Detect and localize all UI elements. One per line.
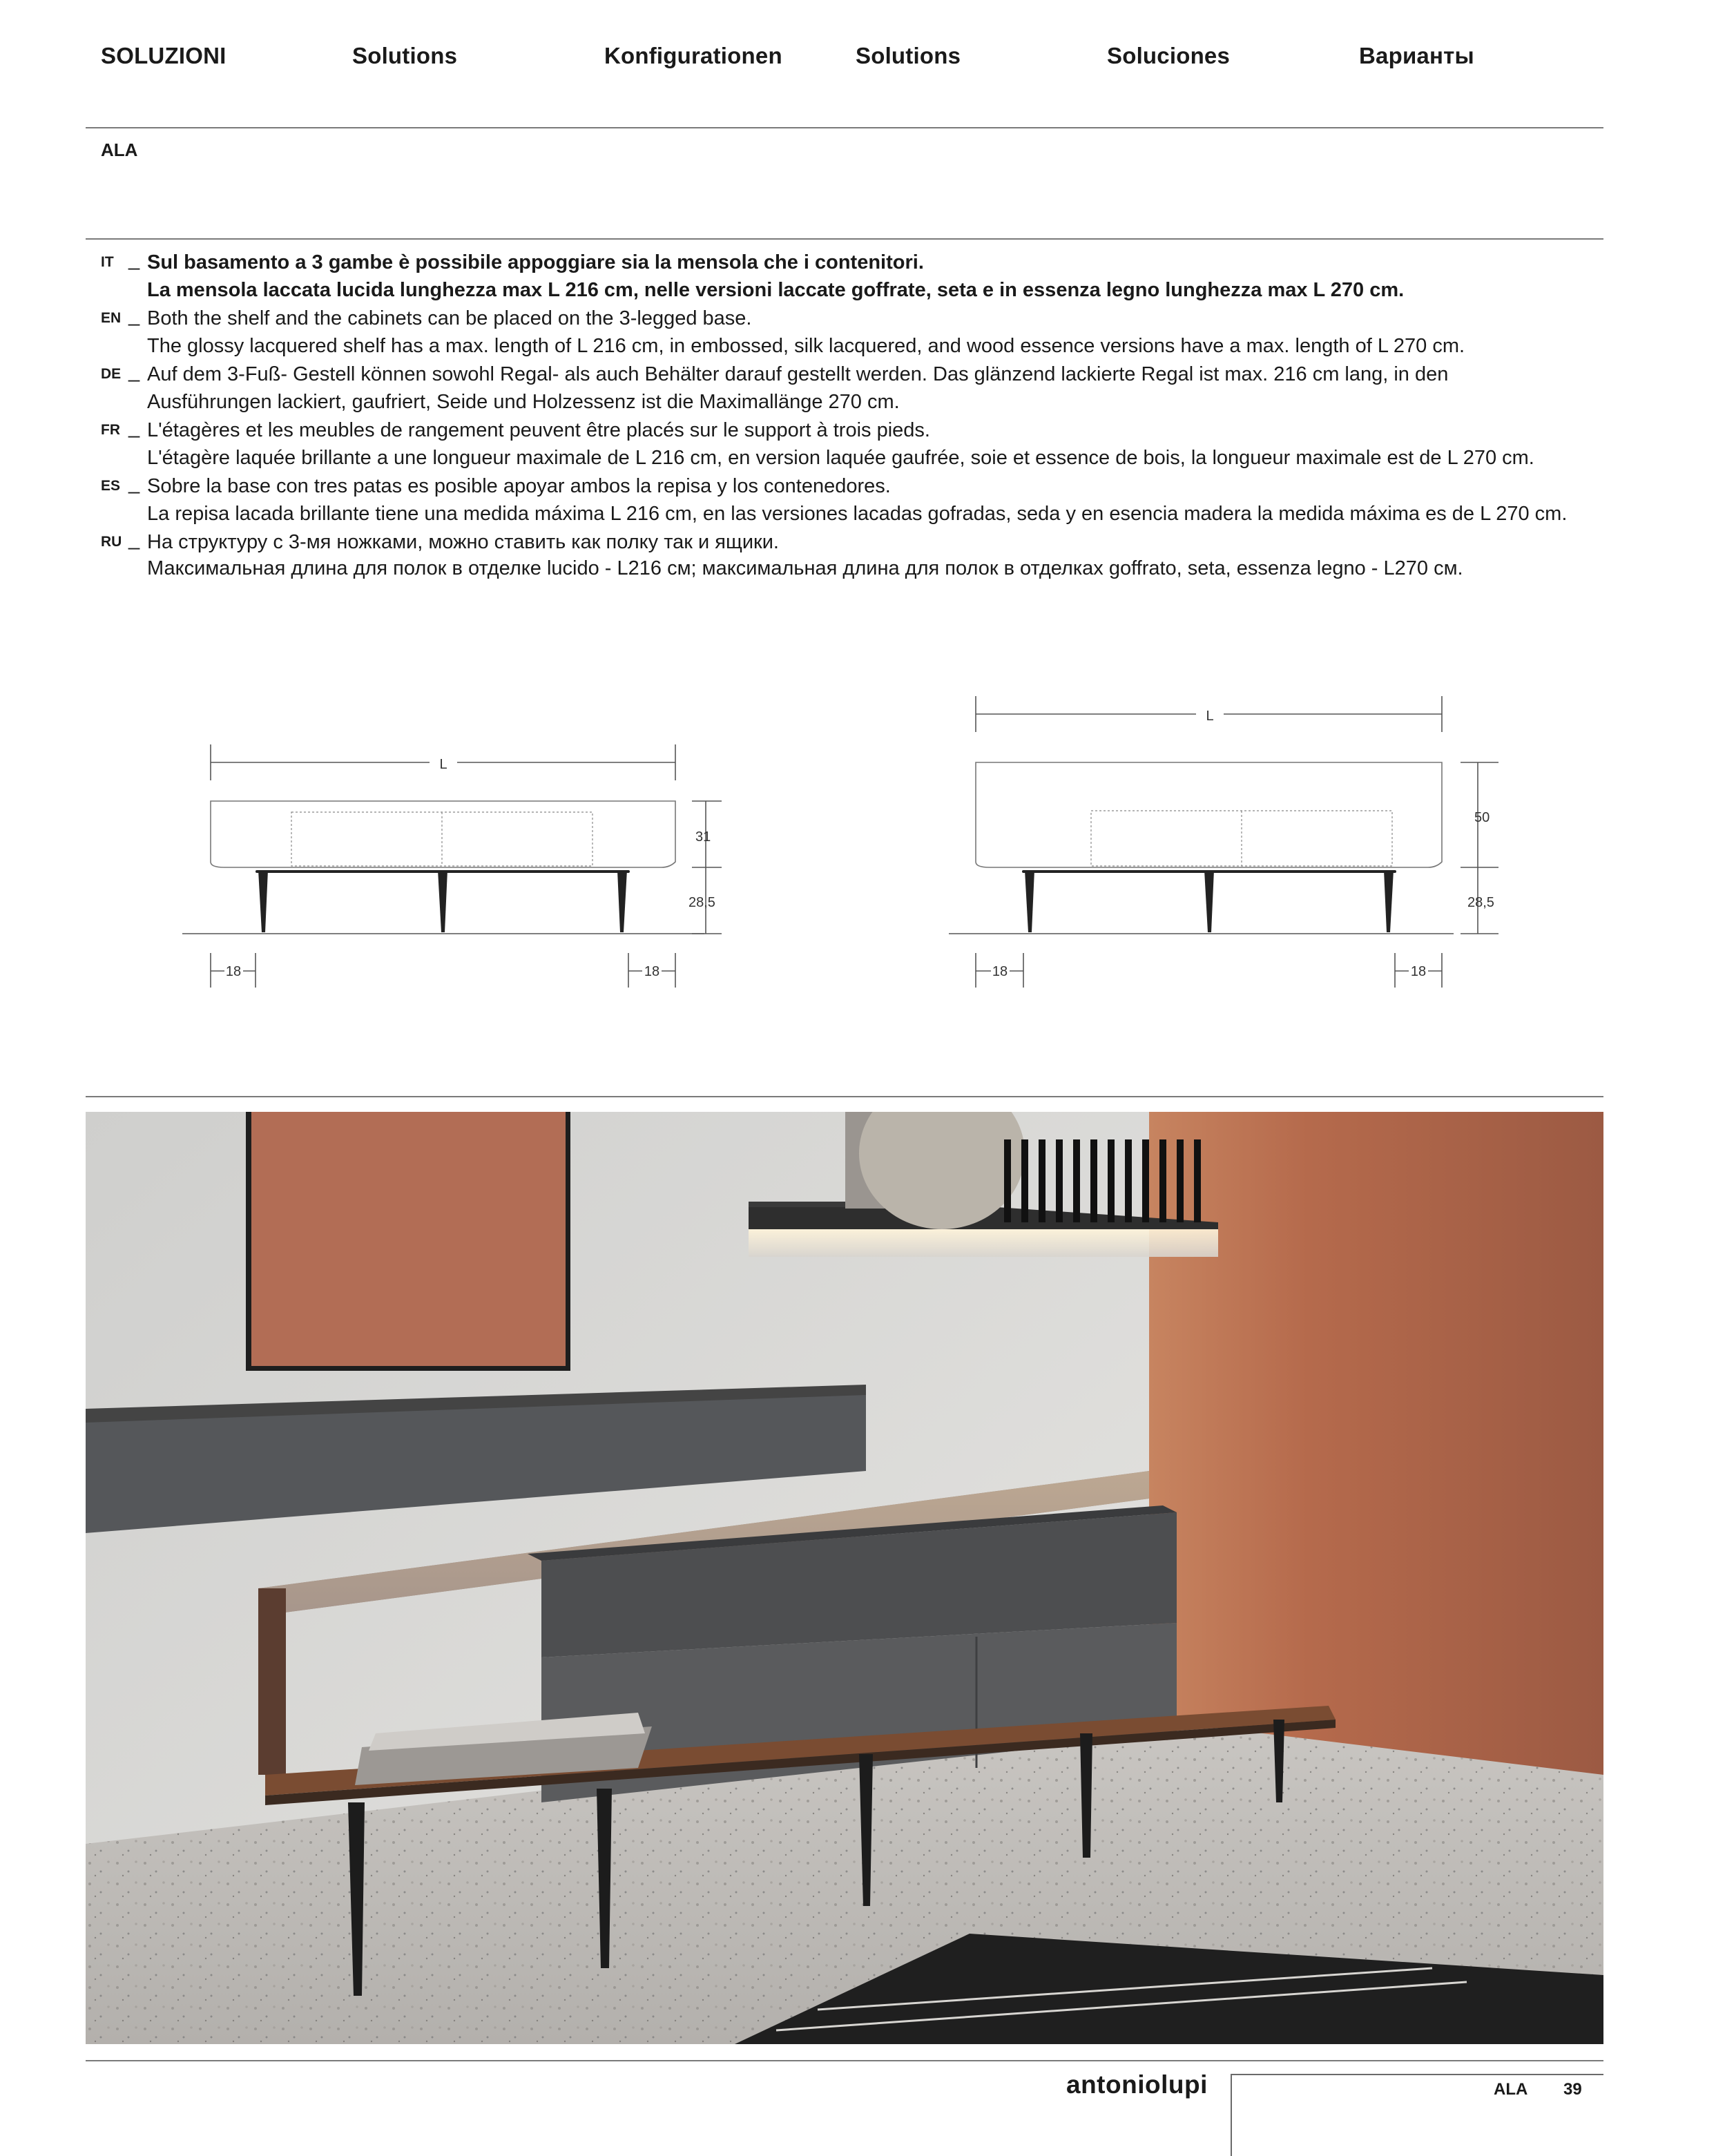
- section-divider: [86, 238, 1603, 240]
- lang-line: Sul basamento a 3 gambe è possibile appoggiare sia la mensola che i contenitori.: [147, 251, 924, 273]
- lang-dash: _: [128, 360, 140, 383]
- section-title: ALA: [101, 139, 138, 160]
- lang-line: The glossy lacquered shelf has a max. length of L 216 cm, in embossed, silk lacquered, and wood essence versions have a max. length of L 270 cm.: [147, 335, 1465, 357]
- lang-line: Auf dem 3-Fuß- Gestell können sowohl Regal- als auch Behälter darauf gestellt werden. Das glänzend lackierte Regal ist max. 216 cm lang, in den: [147, 363, 1449, 385]
- page-number: 39: [1563, 2080, 1582, 2099]
- offset-right-label: 18: [644, 964, 660, 979]
- image-divider: [86, 1096, 1603, 1097]
- lang-line: На структуру с 3-мя ножками, можно ставить как полку так и ящики.: [147, 531, 779, 553]
- lang-line: L'étagère laquée brillante a une longueur maximale de L 216 cm, en version laquée gaufrée, soie et essence de bois, la longueur maximale est de L 270 cm.: [147, 447, 1534, 469]
- lang-line: La mensola laccata lucida lunghezza max L 216 cm, nelle versioni laccate goffrate, seta e in essenza legno lunghezza max L 270 cm.: [147, 279, 1405, 301]
- height-bottom-label: 28,5: [688, 895, 715, 910]
- header-col-fr: Solutions: [856, 43, 961, 68]
- height-top-label: 50: [1474, 810, 1490, 825]
- brand-logo: antoniolupi: [1066, 2070, 1208, 2099]
- header-col-de: Konfigurationen: [604, 43, 782, 68]
- header-col-es: Soluciones: [1107, 43, 1231, 68]
- header-col-it: SOLUZIONI: [101, 43, 227, 68]
- lang-code: ES: [101, 478, 121, 494]
- footer-section: ALA: [1494, 2080, 1528, 2099]
- lang-line: Ausführungen lackiert, gaufriert, Seide und Holzessenz ist die Maximallänge 270 cm.: [147, 391, 900, 413]
- lang-dash: _: [128, 528, 140, 550]
- technical-drawing-1: [173, 732, 739, 994]
- width-label: L: [439, 757, 447, 772]
- offset-right-label: 18: [1410, 964, 1427, 979]
- lang-code: FR: [101, 422, 120, 438]
- footer-divider: [86, 2060, 1603, 2061]
- lang-line: Both the shelf and the cabinets can be placed on the 3-legged base.: [147, 307, 752, 329]
- height-top-label: 31: [695, 829, 711, 845]
- product-photo: [86, 1112, 1603, 2044]
- header-divider: [86, 127, 1603, 128]
- lang-line: La repisa lacada brillante tiene una medida máxima L 216 cm, en las versiones lacadas gofradas, seda y en esencia madera la medida máxima es de L 270 cm.: [147, 503, 1568, 525]
- lang-code: DE: [101, 366, 122, 382]
- header-col-en: Solutions: [352, 43, 458, 68]
- lang-dash: _: [128, 249, 140, 271]
- footer-box: [1231, 2074, 1603, 2156]
- lang-line: Sobre la base con tres patas es posible apoyar ambos la repisa y los contenedores.: [147, 475, 891, 497]
- lang-dash: _: [128, 305, 140, 327]
- lang-line: L'étagères et les meubles de rangement peuvent être placés sur le support à trois pieds.: [147, 419, 930, 441]
- lang-dash: _: [128, 416, 140, 439]
- lang-code: RU: [101, 534, 122, 550]
- lang-dash: _: [128, 472, 140, 494]
- offset-left-label: 18: [992, 964, 1008, 979]
- lang-code: IT: [101, 254, 114, 270]
- bathroom-scene-illustration: [86, 1112, 1603, 2044]
- width-label: L: [1206, 709, 1214, 724]
- lang-line: Максимальная длина для полок в отделке lucido - L216 см; максимальная длина для полок в отделках goffrato, seta, essenza legno - L270 см.: [147, 557, 1463, 579]
- offset-left-label: 18: [225, 964, 242, 979]
- height-bottom-label: 28,5: [1467, 895, 1494, 910]
- technical-drawing-2: [939, 684, 1512, 994]
- lang-code: EN: [101, 310, 122, 326]
- header-col-ru: Варианты: [1359, 43, 1474, 68]
